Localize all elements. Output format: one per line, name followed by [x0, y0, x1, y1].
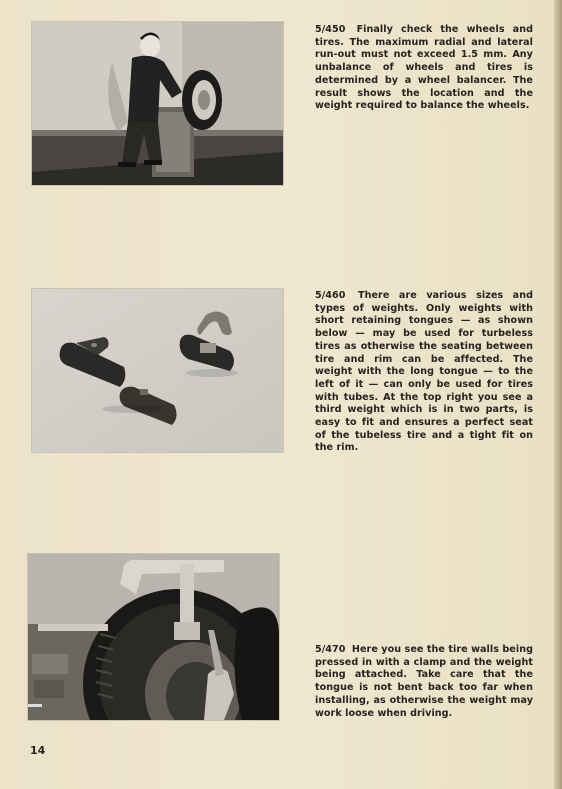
figure-number: 5/450: [315, 24, 346, 35]
section-5-460: [315, 290, 533, 455]
figure-number: 5/470: [315, 644, 346, 655]
section-text: Finally check the wheels and tires. The maximum radial and lateral run-out must not exceed 1.5 mm. Any unbalance of wheels and tires is determined by a wheel balancer. The result shows the location and the weight required to balance the wheels.: [315, 24, 533, 112]
photo-balance-weights: [32, 289, 283, 452]
page-edge: [554, 0, 562, 789]
photo-tire-clamp: [28, 554, 279, 720]
section-text: Here you see the tire walls being pressed in with a clamp and the weight being attached. Take care that the tongue is not bent back too far when installing, as otherwise the weight may work loose when driving.: [315, 644, 534, 719]
page-number: 14: [30, 744, 46, 757]
section-5-470: [315, 644, 533, 720]
photo-wheel-balancer: [32, 22, 283, 185]
section-text: There are various sizes and types of weights. Only weights with short retaining tongues — as shown below — may be used for turbeless tires as otherwise the seating between tire and rim can be affected. The weight with the long tongue — to the left of it — can only be used for tires with tubes. At the top right you see a third weight which is in two parts, is easy to fit and ensures a perfect seat of the tubeless tire and a tight fit on the rim.: [315, 290, 534, 454]
figure-number: 5/460: [315, 290, 346, 301]
section-5-450: [315, 24, 533, 113]
